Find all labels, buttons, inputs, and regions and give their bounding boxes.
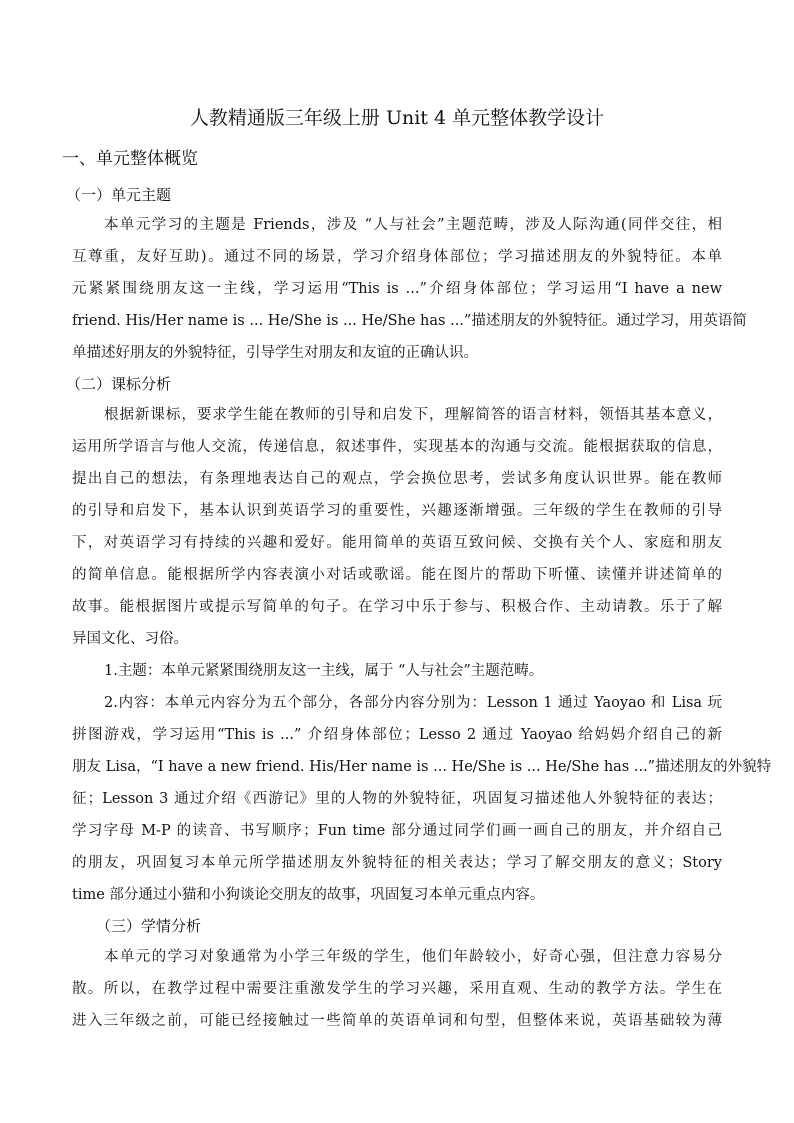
paragraph-line: 的引导和启发下，基本认识到英语学习的重要性，兴趣逐渐增强。三年级的学生在教师的引导 <box>72 503 722 519</box>
paragraph-line: 单描述好朋友的外貌特征，引导学生对朋友和友谊的正确认识。 <box>72 345 478 361</box>
subsection-heading-curriculum: （二）课标分析 <box>66 375 172 393</box>
paragraph-line: 拼图游戏，学习运用“This is ...” 介绍身体部位；Lesso 2 通过 Yaoyao 给妈妈介绍自己的新 <box>72 727 722 743</box>
paragraph-line: 互尊重，友好互助)。通过不同的场景，学习介绍身体部位；学习描述朋友的外貌特征。本单 <box>72 249 722 265</box>
paragraph-line: 散。所以，在教学过程中需要注重激发学生的学习兴趣，采用直观、生动的教学方法。学生在 <box>72 981 722 997</box>
paragraph-line: 的朋友，巩固复习本单元所学描述朋友外貌特征的相关表达；学习了解交朋友的意义；Story <box>72 855 722 871</box>
paragraph-line: 进入三年级之前，可能已经接触过一些简单的英语单词和句型，但整体来说，英语基础较为薄 <box>72 1013 722 1029</box>
paragraph-line: 故事。能根据图片或提示写简单的句子。在学习中乐于参与、积极合作、主动请教。乐于了解 <box>72 599 722 615</box>
document-title: 人教精通版三年级上册 Unit 4 单元整体教学设计 <box>189 107 605 129</box>
point-theme: 1.主题：本单元紧紧围绕朋友这一主线，属于 “人与社会”主题范畴。 <box>104 663 544 679</box>
paragraph-line: 本单元的学习对象通常为小学三年级的学生，他们年龄较小，好奇心强，但注意力容易分 <box>104 949 722 965</box>
paragraph-line: 朋友 Lisa，“I have a new friend. His/Her name is ... He/She is ... He/She has ...”描述朋友的外貌特 <box>72 759 772 775</box>
paragraph-line: 提出自己的想法，有条理地表达自己的观点，学会换位思考，尝试多角度认识世界。能在教师 <box>72 471 722 487</box>
paragraph-line: 元紧紧围绕朋友这一主线，学习运用“This is ...”介绍身体部位；学习运用“I have a new <box>72 281 722 297</box>
subsection-heading-theme: （一）单元主题 <box>66 186 172 204</box>
paragraph-line: 学习字母 M-P 的读音、书写顺序；Fun time 部分通过同学们画一画自己的朋友，并介绍自己 <box>72 823 722 839</box>
paragraph-line: 运用所学语言与他人交流，传递信息，叙述事件，实现基本的沟通与交流。能根据获取的信息， <box>72 439 722 455</box>
paragraph-line: 下，对英语学习有持续的兴趣和爱好。能用简单的英语互致问候、交换有关个人、家庭和朋友 <box>72 535 722 551</box>
paragraph-line: time 部分通过小猫和小狗谈论交朋友的故事，巩固复习本单元重点内容。 <box>72 887 545 903</box>
paragraph-line: 的简单信息。能根据所学内容表演小对话或歌谣。能在图片的帮助下听懂、读懂并讲述简单的 <box>72 567 722 583</box>
paragraph-line: 本单元学习的主题是 Friends，涉及 “人与社会”主题范畴，涉及人际沟通(同伴交往，相 <box>104 217 722 233</box>
paragraph-line: friend. His/Her name is ... He/She is ... He/She has ...”描述朋友的外貌特征。通过学习，用英语简 <box>72 313 747 329</box>
paragraph-line: 征；Lesson 3 通过介绍《西游记》里的人物的外貌特征，巩固复习描述他人外貌特征的表达； <box>72 791 722 807</box>
paragraph-line: 根据新课标，要求学生能在教师的引导和启发下，理解简答的语言材料，领悟其基本意义， <box>104 407 722 423</box>
subsection-heading-learners: （三）学情分析 <box>96 917 202 935</box>
paragraph-line: 2.内容：本单元内容分为五个部分，各部分内容分别为：Lesson 1 通过 Yaoyao 和 Lisa 玩 <box>104 695 722 711</box>
section-heading-overview: 一、单元整体概览 <box>62 149 198 169</box>
paragraph-line: 异国文化、习俗。 <box>72 631 188 647</box>
